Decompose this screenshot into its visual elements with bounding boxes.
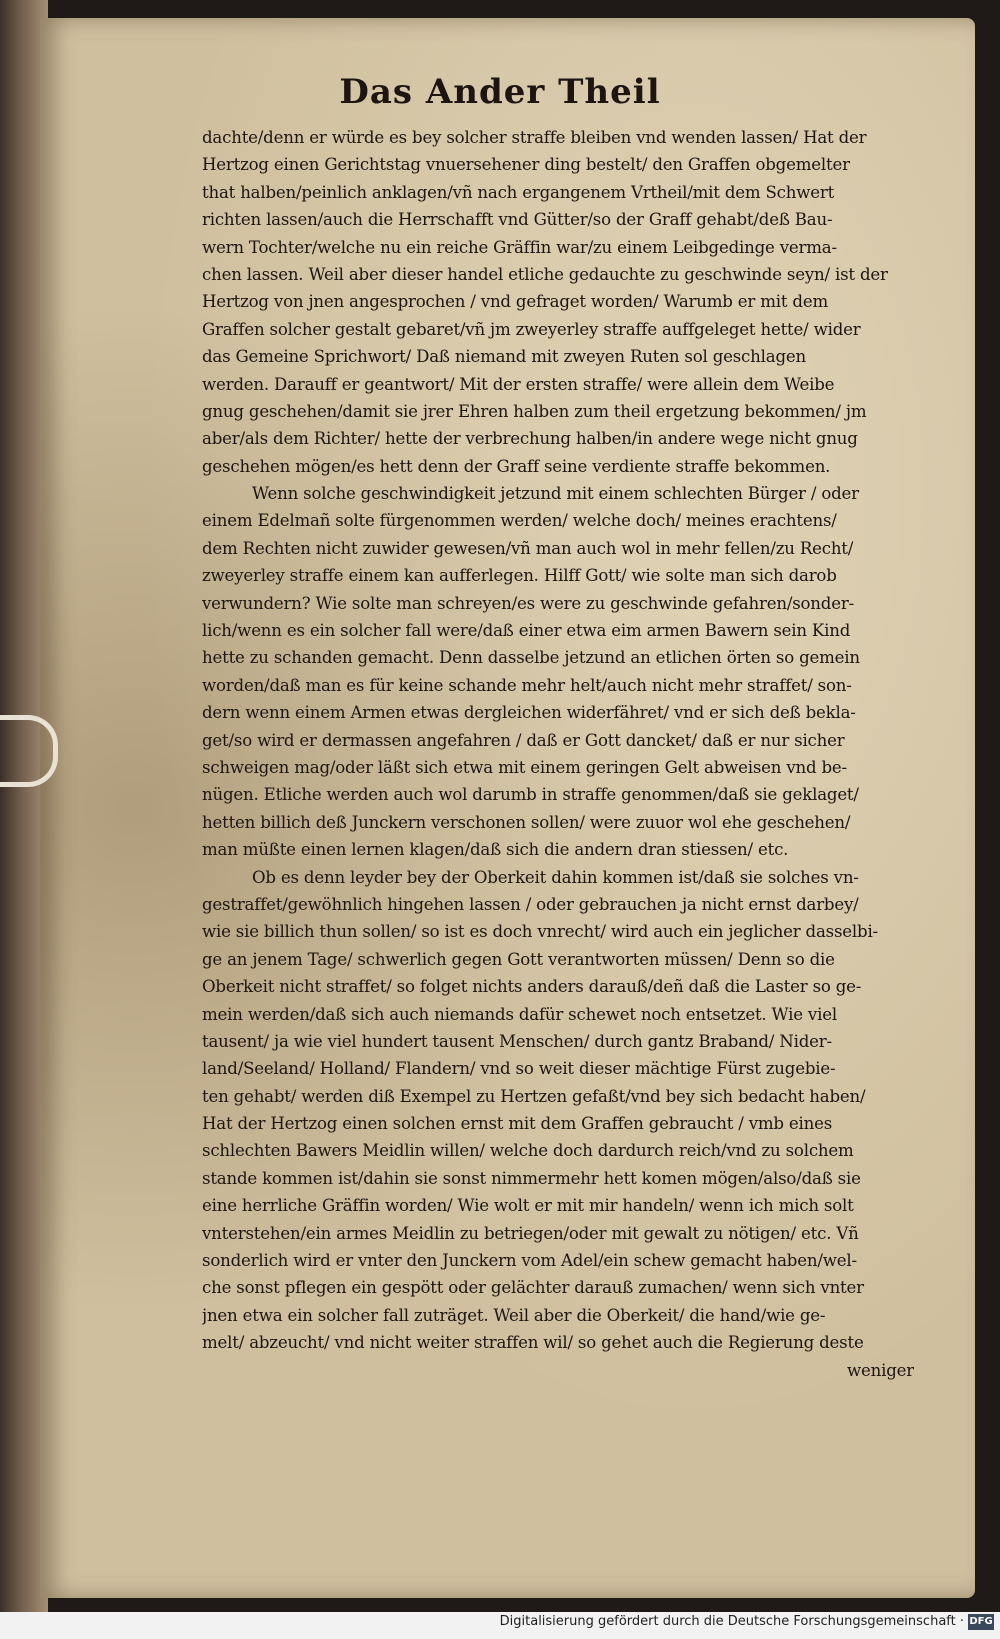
text-line: dachte/denn er würde es bey solcher straffe bleiben vnd wenden lassen/ Hat der (202, 128, 867, 147)
text-line: wie sie billich thun sollen/ so ist es doch vnrecht/ wird auch ein jeglicher dasselbi- (202, 922, 878, 942)
text-line: Ob es denn leyder bey der Oberkeit dahin kommen ist/daß sie solches vn- (252, 867, 859, 887)
text-line: Hat der Hertzog einen solchen ernst mit dem Graffen gebraucht / vmb eines (202, 1114, 833, 1134)
text-line: che sonst pflegen ein gespött oder gelächter darauß zumachen/ wenn sich vnter (202, 1278, 864, 1298)
text-line: mein werden/daß sich auch niemands dafür schewet noch entsetzet. Wie viel (202, 1004, 837, 1024)
binder-clip (0, 715, 58, 787)
text-line: nügen. Etliche werden auch wol darumb in straffe genommen/daß sie geklaget/ (202, 785, 859, 805)
text-line: Oberkeit nicht straffet/ so folget nichts anders darauß/deñ daß die Laster so ge- (202, 977, 862, 997)
text-line: lich/wenn es ein solcher fall were/daß einer etwa eim armen Bawern sein Kind (202, 621, 851, 641)
text-line: zweyerley straffe einem kan aufferlegen. Hilff Gott/ wie solte man sich darob (202, 566, 837, 586)
text-line: gestraffet/gewöhnlich hingehen lassen / oder gebrauchen ja nicht ernst darbey/ (202, 894, 859, 914)
text-line: einem Edelmañ solte fürgenommen werden/ welche doch/ meines erachtens/ (202, 511, 837, 531)
text-line: chen lassen. Weil aber dieser handel etliche gedauchte zu geschwinde seyn/ ist der (202, 264, 888, 284)
text-line: man müßte einen lernen klagen/daß sich die andern dran stiessen/ etc. (202, 840, 789, 860)
text-line: verwundern? Wie solte man schreyen/es were zu geschwinde gefahren/sonder- (202, 593, 854, 613)
text-line: stande kommen ist/dahin sie sonst nimmermehr hett komen mögen/also/daß sie (202, 1168, 861, 1188)
text-line: schweigen mag/oder läßt sich etwa mit einem geringen Gelt abweisen vnd be- (202, 757, 847, 777)
text-line: sonderlich wird er vnter den Junckern vom Adel/ein schew gemacht haben/wel- (202, 1251, 857, 1271)
text-line: ge an jenem Tage/ schwerlich gegen Gott verantworten müssen/ Denn so die (202, 949, 835, 969)
text-line: dern wenn einem Armen etwas dergleichen widerfähret/ vnd er sich deß bekla- (202, 703, 856, 723)
text-line: Hertzog von jnen angesprochen / vnd gefraget worden/ Warumb er mit dem (202, 292, 828, 312)
catchword: weniger (847, 1360, 914, 1380)
running-head: Das Ander Theil (339, 72, 661, 112)
footer-credit: Digitalisierung gefördert durch die Deutsche Forschungsgemeinschaft · (499, 1614, 964, 1629)
text-block (202, 124, 914, 1384)
dfg-logo: DFG (968, 1614, 994, 1630)
text-line: ten gehabt/ werden diß Exempel zu Hertzen gefaßt/vnd bey sich bedacht haben/ (202, 1086, 866, 1106)
text-line: dem Rechten nicht zuwider gewesen/vñ man auch wol in mehr fellen/zu Recht/ (202, 538, 854, 558)
text-line: Hertzog einen Gerichtstag vnuersehener ding bestelt/ den Graffen obgemelter (202, 155, 850, 175)
text-line: richten lassen/auch die Herrschafft vnd Gütter/so der Graff gehabt/deß Bau- (202, 210, 833, 230)
text-line: aber/als dem Richter/ hette der verbrechung halben/in andere wege nicht gnug (202, 429, 858, 449)
text-line: hette zu schanden gemacht. Denn dasselbe jetzund an etlichen örten so gemein (202, 648, 860, 668)
text-line: get/so wird er dermassen angefahren / daß er Gott dancket/ daß er nur sicher (202, 730, 845, 750)
text-line: eine herrliche Gräffin worden/ Wie wolt er mit mir handeln/ wenn ich mich solt (202, 1196, 854, 1216)
text-line: that halben/peinlich anklagen/vñ nach ergangenem Vrtheil/mit dem Schwert (202, 182, 835, 202)
text-line: das Gemeine Sprichwort/ Daß niemand mit zweyen Ruten sol geschlagen (202, 347, 806, 367)
text-line: jnen etwa ein solcher fall zuträget. Weil aber die Oberkeit/ die hand/wie ge- (202, 1305, 826, 1325)
text-line: Graffen solcher gestalt gebaret/vñ jm zweyerley straffe auffgeleget hette/ wider (202, 319, 861, 339)
text-line: geschehen mögen/es hett denn der Graff seine verdiente straffe bekommen. (202, 456, 831, 476)
text-line: gnug geschehen/damit sie jrer Ehren halben zum theil ergetzung bekommen/ jm (202, 401, 867, 421)
text-line: worden/daß man es für keine schande mehr helt/auch nicht mehr straffet/ son- (202, 675, 852, 695)
text-line: land/Seeland/ Holland/ Flandern/ vnd so weit dieser mächtige Fürst zugebie- (202, 1059, 836, 1079)
text-line: schlechten Bawers Meidlin willen/ welche doch dardurch reich/vnd zu solchem (202, 1141, 854, 1161)
text-line: tausent/ ja wie viel hundert tausent Menschen/ durch gantz Braband/ Nider- (202, 1031, 832, 1051)
text-line: vnterstehen/ein armes Meidlin zu betriegen/oder mit gewalt zu nötigen/ etc. Vñ (202, 1223, 859, 1243)
text-line: Wenn solche geschwindigkeit jetzund mit einem schlechten Bürger / oder (252, 484, 859, 504)
text-line: werden. Darauff er geantwort/ Mit der ersten straffe/ were allein dem Weibe (202, 374, 835, 394)
text-line: hetten billich deß Junckern verschonen sollen/ were zuuor wol ehe geschehen/ (202, 812, 851, 832)
text-line: wern Tochter/welche nu ein reiche Gräffin war/zu einem Leibgedinge verma- (202, 237, 837, 257)
text-line: melt/ abzeucht/ vnd nicht weiter straffen wil/ so gehet auch die Regierung deste (202, 1333, 864, 1353)
